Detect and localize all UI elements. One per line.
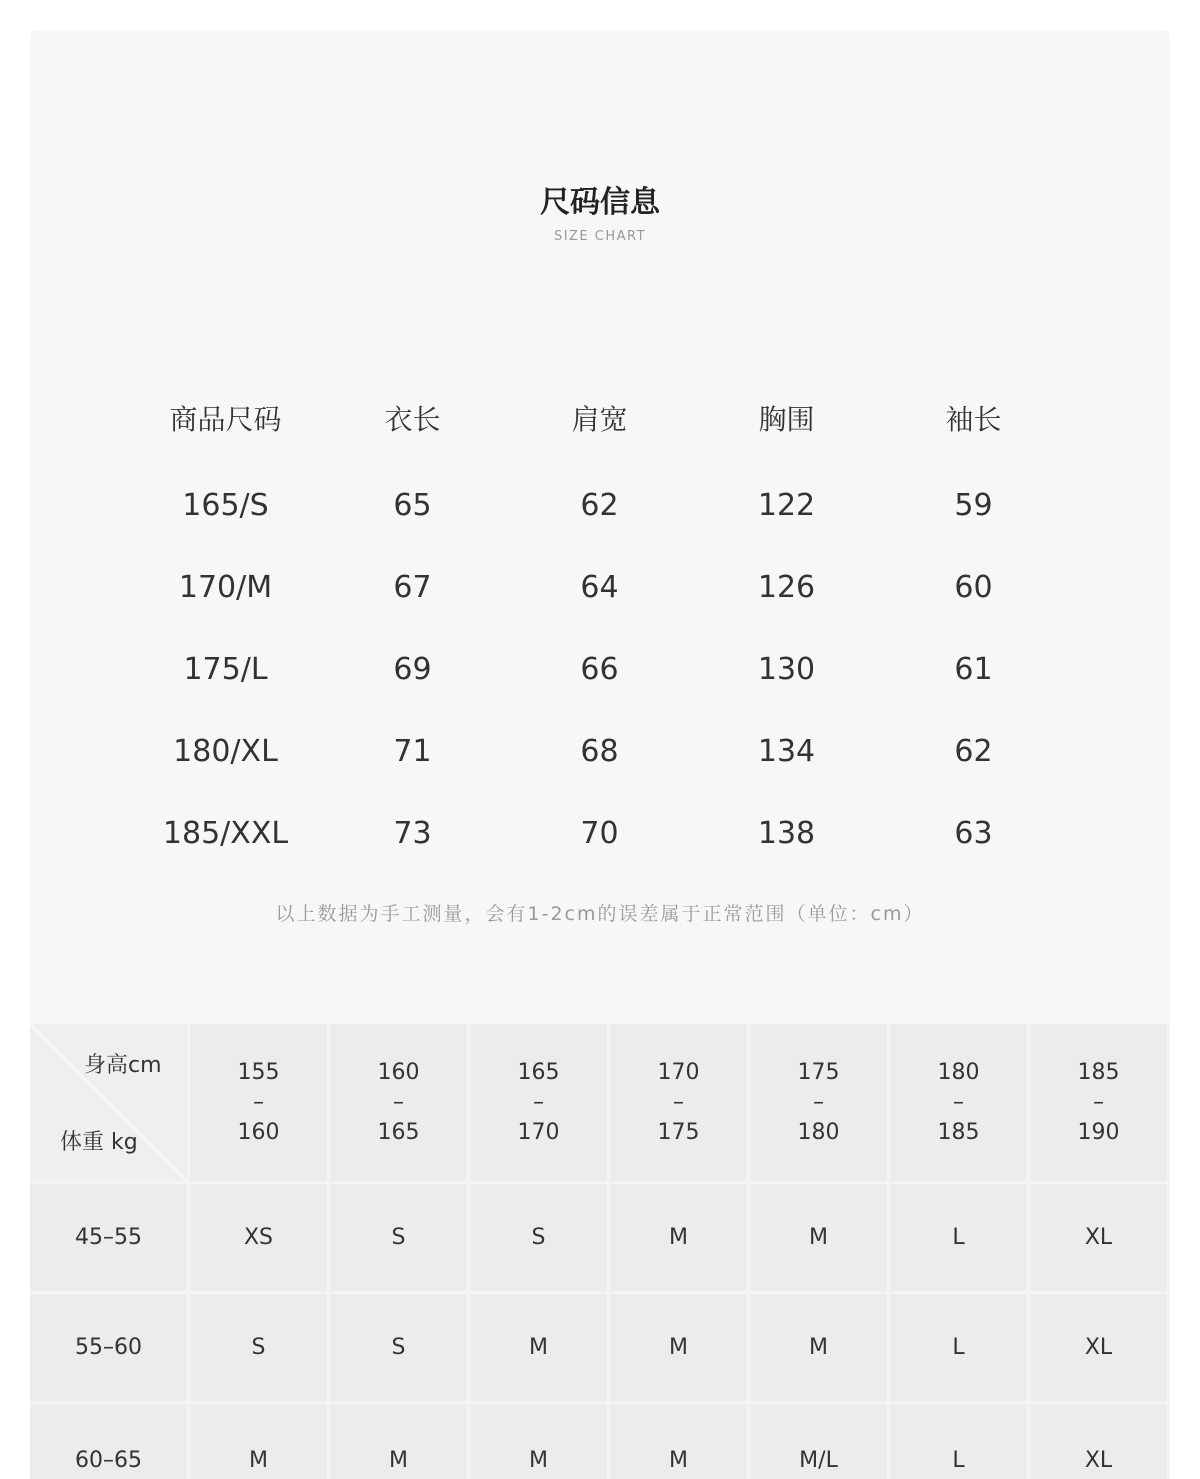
- chest-value: 138: [757, 815, 816, 851]
- height-range-header: [470, 1024, 610, 1184]
- recommended-size-cell: M: [610, 1404, 750, 1479]
- recommended-size-cell: S: [190, 1294, 330, 1404]
- recommended-size-cell: XS: [190, 1184, 330, 1294]
- measurement-row: [132, 628, 1067, 710]
- corner-cell: [30, 1024, 190, 1184]
- height-range-to: 185: [937, 1119, 980, 1145]
- height-range-header: [890, 1024, 1030, 1184]
- column-header-size: 商品尺码: [169, 403, 282, 436]
- measurement-row: [132, 464, 1067, 546]
- section-title: 尺码信息: [540, 185, 660, 220]
- recommended-size-cell: XL: [1030, 1404, 1170, 1479]
- measurement-header-row: [132, 377, 1067, 459]
- recommended-size-cell: S: [470, 1184, 610, 1294]
- height-range-from: 160: [377, 1059, 420, 1085]
- shoulder-width-value: 62: [580, 487, 619, 523]
- body-length-value: 69: [393, 651, 432, 687]
- height-range-separator: –: [533, 1089, 544, 1115]
- height-range-to: 190: [1077, 1119, 1120, 1145]
- weight-range-label: 45–55: [30, 1184, 190, 1294]
- recommended-size-cell: M: [190, 1404, 330, 1479]
- recommended-size-cell: L: [890, 1294, 1030, 1404]
- size-label: 175/L: [183, 651, 268, 687]
- column-header-sleeve: 袖长: [945, 403, 1002, 436]
- height-range-separator: –: [253, 1089, 264, 1115]
- diagonal-divider: [30, 1024, 187, 1181]
- sleeve-length-value: 59: [954, 487, 993, 523]
- height-range-header: [330, 1024, 470, 1184]
- body-length-value: 73: [393, 815, 432, 851]
- height-range-from: 185: [1077, 1059, 1120, 1085]
- shoulder-width-value: 68: [580, 733, 619, 769]
- height-range-from: 155: [237, 1059, 280, 1085]
- height-range-to: 170: [517, 1119, 560, 1145]
- chest-value: 130: [757, 651, 816, 687]
- height-range-to: 175: [657, 1119, 700, 1145]
- section-subtitle: SIZE CHART: [553, 229, 647, 244]
- shoulder-width-value: 70: [580, 815, 619, 851]
- size-label: 165/S: [182, 487, 269, 523]
- recommended-size-cell: M: [330, 1404, 470, 1479]
- recommended-size-cell: M: [470, 1404, 610, 1479]
- height-range-header: [1030, 1024, 1170, 1184]
- sleeve-length-value: 61: [954, 651, 993, 687]
- height-range-header: [750, 1024, 890, 1184]
- measurement-row: [132, 710, 1067, 792]
- recommended-size-cell: XL: [1030, 1184, 1170, 1294]
- height-range-header: [610, 1024, 750, 1184]
- column-header-shoulder: 肩宽: [571, 403, 628, 436]
- body-length-value: 71: [393, 733, 432, 769]
- measurement-row: [132, 792, 1067, 874]
- chest-value: 126: [757, 569, 816, 605]
- body-length-value: 65: [393, 487, 432, 523]
- recommended-size-cell: S: [330, 1184, 470, 1294]
- height-axis-label: 身高cm: [84, 1053, 162, 1078]
- height-range-to: 180: [797, 1119, 840, 1145]
- recommended-size-cell: M: [610, 1184, 750, 1294]
- recommended-size-cell: M: [610, 1294, 750, 1404]
- sleeve-length-value: 63: [954, 815, 993, 851]
- sleeve-length-value: 62: [954, 733, 993, 769]
- height-range-header: [190, 1024, 330, 1184]
- weight-range-label: 55–60: [30, 1294, 190, 1404]
- height-range-to: 165: [377, 1119, 420, 1145]
- recommended-size-cell: S: [330, 1294, 470, 1404]
- recommended-size-cell: L: [890, 1184, 1030, 1294]
- height-range-separator: –: [953, 1089, 964, 1115]
- recommended-size-cell: M: [750, 1294, 890, 1404]
- height-range-from: 165: [517, 1059, 560, 1085]
- recommended-size-cell: M: [750, 1184, 890, 1294]
- recommended-size-cell: M/L: [750, 1404, 890, 1479]
- height-range-separator: –: [393, 1089, 404, 1115]
- size-info-panel: [30, 30, 1170, 1479]
- body-length-value: 67: [393, 569, 432, 605]
- size-label: 185/XXL: [162, 815, 289, 851]
- shoulder-width-value: 66: [580, 651, 619, 687]
- height-range-separator: –: [673, 1089, 684, 1115]
- chest-value: 134: [757, 733, 816, 769]
- sleeve-length-value: 60: [954, 569, 993, 605]
- weight-range-label: 60–65: [30, 1404, 190, 1479]
- measurement-table: [132, 377, 1067, 874]
- size-label: 180/XL: [173, 733, 278, 769]
- recommended-size-cell: M: [470, 1294, 610, 1404]
- chest-value: 122: [757, 487, 816, 523]
- height-range-to: 160: [237, 1119, 280, 1145]
- measurement-row: [132, 546, 1067, 628]
- recommended-size-cell: L: [890, 1404, 1030, 1479]
- height-range-from: 170: [657, 1059, 700, 1085]
- height-range-separator: –: [1093, 1089, 1104, 1115]
- measurement-note: 以上数据为手工测量，会有1-2cm的误差属于正常范围（单位：cm）: [275, 903, 925, 925]
- recommended-size-cell: XL: [1030, 1294, 1170, 1404]
- weight-axis-label: 体重 kg: [60, 1130, 138, 1155]
- size-recommendation-table: [30, 1024, 1170, 1479]
- column-header-length: 衣长: [384, 403, 441, 436]
- shoulder-width-value: 64: [580, 569, 619, 605]
- column-header-chest: 胸围: [758, 403, 815, 436]
- height-range-separator: –: [813, 1089, 824, 1115]
- size-label: 170/M: [178, 569, 273, 605]
- height-range-from: 175: [797, 1059, 840, 1085]
- height-range-from: 180: [937, 1059, 980, 1085]
